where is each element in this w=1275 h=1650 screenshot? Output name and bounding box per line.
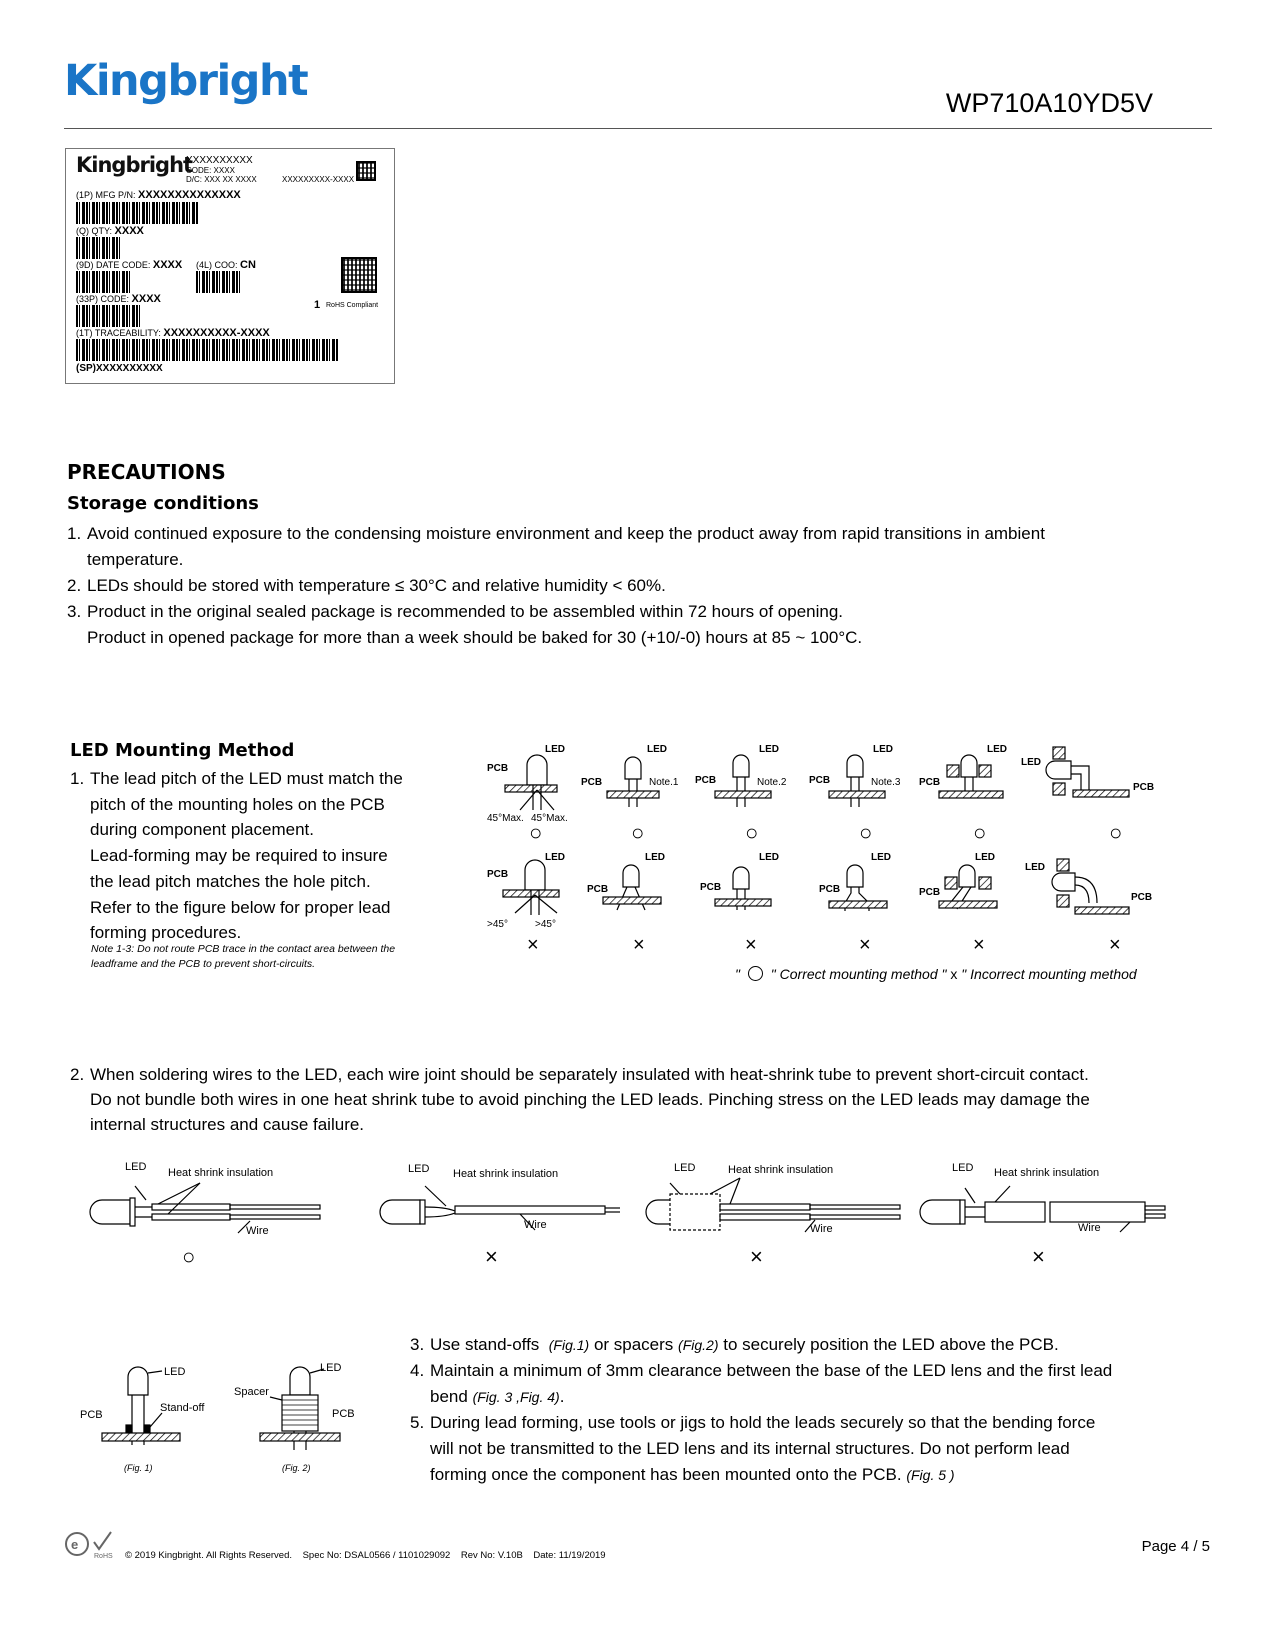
label-code-line: CODE: XXXX <box>186 166 235 175</box>
storage-item-3: 3. Product in the original sealed package is recommended to be assembled within 72 hours of opening. Product in opened package for more than a week should be baked for 30 (+10/-0) hours at 85 ~ 100°C. <box>67 602 863 647</box>
svg-text:LED: LED <box>759 852 779 863</box>
svg-text:LED: LED <box>125 1161 147 1173</box>
svg-text:PCB: PCB <box>487 869 509 880</box>
svg-text:PCB: PCB <box>809 775 831 786</box>
header-divider <box>64 128 1212 129</box>
diagram-r2-c6 <box>1052 859 1129 914</box>
svg-text:×: × <box>485 1244 498 1269</box>
svg-text:45°Max.: 45°Max. <box>531 813 568 824</box>
svg-text:(Fig. 2): (Fig. 2) <box>282 1463 311 1473</box>
label-mfg-pn: (1P) MFG P/N: XXXXXXXXXXXXXX <box>76 189 241 201</box>
label-qr-code <box>341 257 377 293</box>
svg-text:PCB: PCB <box>1133 782 1155 793</box>
svg-text:○: ○ <box>182 1244 196 1269</box>
svg-text:PCB: PCB <box>919 777 941 788</box>
label-traceability: (1T) TRACEABILITY: XXXXXXXXXX-XXXX <box>76 327 270 339</box>
label-33p-code: (33P) CODE: XXXX <box>76 293 161 305</box>
svg-text:Note.3: Note.3 <box>871 777 901 788</box>
svg-text:Heat shrink insulation: Heat shrink insulation <box>728 1164 834 1176</box>
reel-label-sample <box>65 148 395 384</box>
label-coo: (4L) COO: CN <box>196 259 256 271</box>
svg-text:○: ○ <box>745 820 759 845</box>
svg-text:Heat shrink insulation: Heat shrink insulation <box>994 1167 1100 1179</box>
label-code-x: XXXXXXXXXX <box>186 155 253 166</box>
svg-text:PCB: PCB <box>700 882 722 893</box>
svg-text:Note.1: Note.1 <box>649 777 679 788</box>
label-barcode-33p <box>76 305 140 327</box>
mounting-note: Note 1-3: Do not route PCB trace in the contact area between the leadframe and the PCB to prevent short-circuits. <box>91 943 396 970</box>
rohs-compliance-icon <box>64 1530 120 1560</box>
svg-text:×: × <box>1109 934 1121 956</box>
label-barcode-qty <box>76 237 120 259</box>
svg-text:Wire: Wire <box>524 1219 547 1231</box>
svg-text:RoHS: RoHS <box>94 1553 113 1560</box>
label-barcode-mfg <box>76 202 198 224</box>
svg-text:LED: LED <box>674 1162 696 1174</box>
storage-title: Storage conditions <box>67 493 259 514</box>
svg-text:○: ○ <box>973 820 987 845</box>
svg-text:Spacer: Spacer <box>234 1386 269 1398</box>
page-number: Page 4 / 5 <box>1141 1538 1210 1555</box>
label-sp: (SP)XXXXXXXXXX <box>76 363 163 374</box>
precautions-title: PRECAUTIONS <box>67 460 226 484</box>
diagram-r2-c3 <box>715 867 771 910</box>
label-logo: Kingbright <box>76 153 193 177</box>
wire-diagram-4 <box>920 1186 1165 1232</box>
label-barcode-coo <box>196 271 242 293</box>
storage-item-2: 2. LEDs should be stored with temperature ≤ 30°C and relative humidity < 60%. <box>67 576 666 595</box>
svg-text:Wire: Wire <box>246 1225 269 1237</box>
svg-text:LED: LED <box>759 744 779 755</box>
svg-text:PCB: PCB <box>587 884 609 895</box>
footer-info: © 2019 Kingbright. All Rights Reserved. Spec No: DSAL0566 / 1101029092 Rev No: V.10B Date: 11/19/2019 <box>125 1550 606 1561</box>
svg-text:LED: LED <box>164 1366 186 1378</box>
mounting-diagram-grid <box>487 735 1215 960</box>
svg-text:PCB: PCB <box>695 775 717 786</box>
svg-text:PCB: PCB <box>332 1408 355 1420</box>
wire-insulation-diagrams <box>80 1158 1210 1268</box>
svg-text:○: ○ <box>859 820 873 845</box>
svg-text:Heat shrink insulation: Heat shrink insulation <box>453 1168 559 1180</box>
svg-text:○: ○ <box>631 820 645 845</box>
svg-text:LED: LED <box>545 744 565 755</box>
svg-text:Stand-off: Stand-off <box>160 1402 205 1414</box>
mounting-item-1: 1. The lead pitch of the LED must match the pitch of the mounting holes on the PCB during component placement. Lead-forming may be required to insure the lead pitch matches the hole pitch. Refer to the figure below for proper lead forming procedures. <box>70 769 403 943</box>
svg-text:LED: LED <box>320 1362 342 1374</box>
label-qty: (Q) QTY: XXXX <box>76 225 144 237</box>
svg-text:LED: LED <box>975 852 995 863</box>
mounting-legend: " " Correct mounting method " x " Incorrect mounting method <box>735 966 1137 982</box>
svg-text:×: × <box>1032 1244 1045 1269</box>
svg-text:PCB: PCB <box>487 763 509 774</box>
svg-text:Wire: Wire <box>810 1223 833 1235</box>
svg-text:>45°: >45° <box>487 919 508 930</box>
svg-text:LED: LED <box>645 852 665 863</box>
wire-diagram-2 <box>380 1186 620 1230</box>
mounting-item-5: 5. During lead forming, use tools or jigs to hold the leads securely so that the bending force will not be transmitted to the LED lens and its internal structures. Do not perform lead forming once the component has been mounted onto the PCB. (Fig. 5 ) <box>410 1413 1096 1484</box>
svg-text:LED: LED <box>408 1163 430 1175</box>
svg-text:LED: LED <box>647 744 667 755</box>
svg-text:○: ○ <box>1109 820 1123 845</box>
svg-text:LED: LED <box>1025 862 1045 873</box>
label-rohs: RoHS Compliant <box>326 302 379 309</box>
svg-text:LED: LED <box>987 744 1007 755</box>
svg-text:PCB: PCB <box>581 777 603 788</box>
svg-text:○: ○ <box>529 820 543 845</box>
label-barcode-traceability <box>76 339 338 361</box>
mounting-item-3: 3. Use stand-offs (Fig.1) or spacers (Fig.2) to securely position the LED above the PCB. <box>410 1335 1059 1354</box>
label-top-right-code: XXXXXXXXX-XXXX <box>282 175 355 184</box>
svg-text:PCB: PCB <box>80 1409 103 1421</box>
svg-text:>45°: >45° <box>535 919 556 930</box>
diagram-r1-c5 <box>939 755 1003 798</box>
mounting-item-4: 4. Maintain a minimum of 3mm clearance between the base of the LED lens and the first lead bend (Fig. 3 ,Fig. 4). <box>410 1361 1113 1406</box>
storage-item-1: 1. Avoid continued exposure to the condensing moisture environment and keep the product away from rapid transitions in ambient temperature. <box>67 524 1045 569</box>
svg-text:LED: LED <box>952 1162 974 1174</box>
svg-text:×: × <box>973 934 985 956</box>
svg-text:PCB: PCB <box>819 884 841 895</box>
svg-text:e: e <box>71 1537 79 1552</box>
label-barcode-date <box>76 271 132 293</box>
svg-text:×: × <box>527 934 539 956</box>
svg-text:Heat shrink insulation: Heat shrink insulation <box>168 1167 274 1179</box>
mounting-title: LED Mounting Method <box>70 740 295 761</box>
svg-text:45°Max.: 45°Max. <box>487 813 524 824</box>
label-msl: 1 <box>314 299 321 311</box>
diagram-r2-c2 <box>603 865 661 910</box>
diagram-r1-c6 <box>1046 747 1129 797</box>
svg-text:Wire: Wire <box>1078 1222 1101 1234</box>
svg-text:(Fig. 1): (Fig. 1) <box>124 1463 153 1473</box>
wire-diagram-3 <box>646 1178 900 1232</box>
standoff-spacer-figures <box>80 1355 380 1505</box>
svg-text:LED: LED <box>1021 757 1041 768</box>
circle-icon <box>748 966 763 981</box>
diagram-r2-c5 <box>939 865 997 909</box>
svg-text:Note.2: Note.2 <box>757 777 787 788</box>
label-small-qr <box>356 161 376 181</box>
svg-text:×: × <box>750 1244 763 1269</box>
svg-text:LED: LED <box>873 744 893 755</box>
diagram-r1-c1 <box>505 755 557 810</box>
kingbright-logo: Kingbright <box>64 56 308 106</box>
wire-diagram-1 <box>90 1183 320 1233</box>
fig2-spacer <box>260 1367 340 1450</box>
mounting-item-2: 2. When soldering wires to the LED, each wire joint should be separately insulated with heat-shrink tube to prevent short-circuit contact. Do not bundle both wires in one heat shrink tube to avoid pinching the LED leads. Pinching stress on the LED leads may damage the internal structures and cause failure. <box>70 1065 1090 1134</box>
label-dc-line: D/C: XXX XX XXXX <box>186 175 257 184</box>
svg-text:PCB: PCB <box>1131 892 1153 903</box>
svg-text:×: × <box>633 934 645 956</box>
label-date-code: (9D) DATE CODE: XXXX <box>76 259 183 271</box>
svg-text:×: × <box>745 934 757 956</box>
part-number: WP710A10YD5V <box>945 88 1153 118</box>
svg-text:LED: LED <box>871 852 891 863</box>
svg-text:LED: LED <box>545 852 565 863</box>
diagram-r2-c1 <box>503 860 559 915</box>
svg-text:PCB: PCB <box>919 887 941 898</box>
svg-text:×: × <box>859 934 871 956</box>
